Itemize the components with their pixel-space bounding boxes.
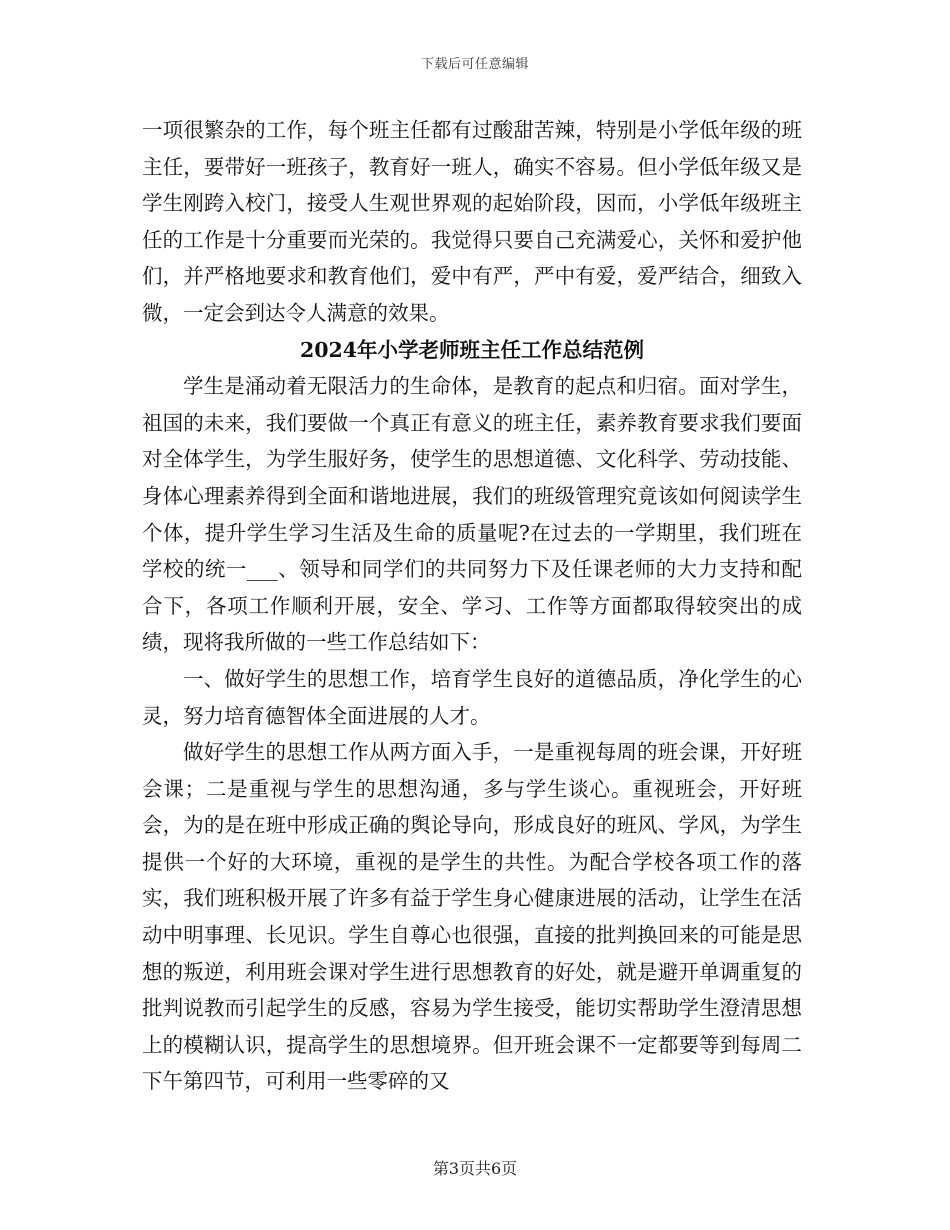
header-note: 下载后可任意编辑	[420, 57, 529, 72]
paragraph-point-one: 一、做好学生的思想工作，培育学生良好的道德品质，净化学生的心灵，努力培育德智体全面进展的人才。	[142, 666, 802, 728]
page-number: 第3页共6页	[432, 1159, 518, 1178]
paragraph-intro: 学生是涌动着无限活力的生命体，是教育的起点和归宿。面对学生，祖国的未来，我们要做一个真正有意义的班主任，素养教育要求我们要面对全体学生，为学生服好务，使学生的思想道德、文化科学、劳动技能、身体心理素养得到全面和谐地进展，我们的班级管理究竟该如何阅读学生个体，提升学生学习生活及生命的质量呢?在过去的一学期里，我们班在学校的统一___、领导和同学们的共同努力下及任课老师的大力支持和配合下，各项工作顺利开展，安全、学习、工作等方面都取得较突出的成绩，现将我所做的一些工作总结如下：	[142, 374, 802, 655]
section-title: 2024年小学老师班主任工作总结范例	[299, 337, 645, 362]
paragraph-detail: 做好学生的思想工作从两方面入手，一是重视每周的班会课，开好班会课；二是重视与学生的思想沟通，多与学生谈心。重视班会，开好班会，为的是在班中形成正确的舆论导向，形成良好的班风、学风，为学生提供一个好的大环境，重视的是学生的共性。为配合学校各项工作的落实，我们班积极开展了许多有益于学生身心健康进展的活动，让学生在活动中明事理、长见识。学生自尊心也很强，直接的批判换回来的可能是思想的叛逆，利用班会课对学生进行思想教育的好处，就是避开单调重复的批判说教而引起学生的反感，容易为学生接受，能切实帮助学生澄清思想上的模糊认识，提高学生的思想境界。但开班会课不一定都要等到每周二下午第四节，可利用一些零碎的又	[142, 740, 802, 1094]
document-body	[142, 112, 802, 1100]
paragraph-continued: 一项很繁杂的工作，每个班主任都有过酸甜苦辣，特别是小学低年级的班主任，要带好一班孩子，教育好一班人，确实不容易。但小学低年级又是学生刚跨入校门，接受人生观世界观的起始阶段，因而，小学低年级班主任的工作是十分重要而光荣的。我觉得只要自己充满爱心，关怀和爱护他们，并严格地要求和教育他们，爱中有严，严中有爱，爱严结合，细致入微，一定会到达令人满意的效果。	[142, 118, 802, 325]
